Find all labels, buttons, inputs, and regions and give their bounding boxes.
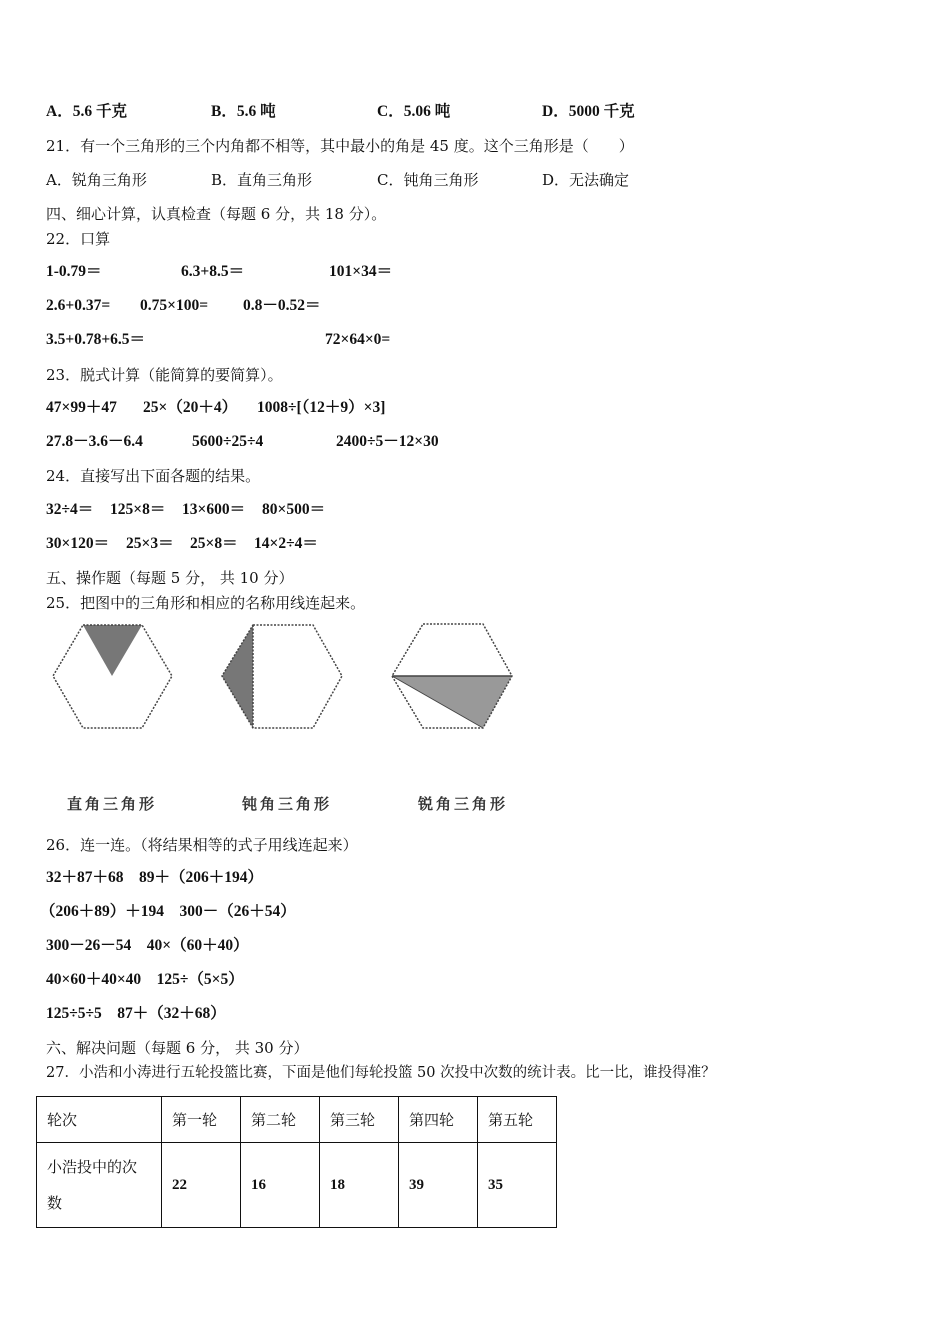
expression: 5600÷25÷4 bbox=[192, 433, 264, 450]
option-c: C．5.06 吨 bbox=[377, 103, 451, 120]
expression-pair: （206＋89）＋194 300－（26＋54） bbox=[40, 903, 296, 920]
expression: 72×64×0= bbox=[325, 331, 391, 348]
expression: 101×34＝ bbox=[329, 263, 393, 280]
header-cell: 轮次 bbox=[37, 1097, 162, 1143]
expression: 30×120＝ bbox=[46, 535, 110, 552]
option-a: A．锐角三角形 bbox=[46, 171, 147, 189]
question-25-title: 25．把图中的三角形和相应的名称用线连起来。 bbox=[46, 594, 366, 612]
expression: 1-0.79＝ bbox=[46, 263, 102, 280]
expression: 0.8－0.52＝ bbox=[243, 297, 321, 314]
expression: 2.6+0.37= bbox=[46, 297, 111, 314]
expression: 80×500＝ bbox=[262, 501, 326, 518]
expression: 32÷4＝ bbox=[46, 501, 94, 518]
shaded-triangle bbox=[222, 625, 253, 728]
triangle-name-label: 锐角三角形 bbox=[418, 795, 509, 813]
expression: 13×600＝ bbox=[182, 501, 246, 518]
expression: 47×99＋47 bbox=[46, 399, 117, 416]
expression-pair: 300－26－54 40×（60＋40） bbox=[46, 937, 249, 954]
triangle-name-label: 直角三角形 bbox=[67, 795, 158, 813]
expression: 3.5+0.78+6.5＝ bbox=[46, 331, 146, 348]
value-cell: 18 bbox=[320, 1143, 399, 1228]
header-cell: 第二轮 bbox=[241, 1097, 320, 1143]
header-cell: 第一轮 bbox=[162, 1097, 241, 1143]
question-27: 27．小浩和小涛进行五轮投篮比赛，下面是他们每轮投篮 50 次投中次数的统计表。比一比，谁投得准？ bbox=[46, 1065, 716, 1081]
shaded-triangle bbox=[83, 625, 142, 676]
question-22-title: 22．口算 bbox=[46, 230, 111, 248]
option-b: B．直角三角形 bbox=[211, 171, 313, 189]
table-row bbox=[37, 1143, 557, 1228]
expression: 6.3+8.5＝ bbox=[181, 263, 245, 280]
triangle-name-label: 钝角三角形 bbox=[242, 795, 333, 813]
expression: 1008÷[（12＋9）×3] bbox=[257, 399, 386, 416]
section-heading: 六、解决问题（每题 6 分， 共 30 分） bbox=[46, 1039, 309, 1057]
table-header-row bbox=[37, 1097, 557, 1143]
expression-pair: 32＋87＋68 89＋（206＋194） bbox=[46, 869, 264, 886]
shaded-triangle bbox=[392, 676, 512, 728]
question-23-title: 23．脱式计算（能简算的要简算）。 bbox=[46, 366, 283, 384]
figure-1 bbox=[53, 625, 172, 728]
expression: 14×2÷4＝ bbox=[254, 535, 318, 552]
expression: 25×3＝ bbox=[126, 535, 174, 552]
expression: 25×（20＋4） bbox=[143, 399, 238, 416]
header-cell: 第五轮 bbox=[478, 1097, 557, 1143]
question-21: 21．有一个三角形的三个内角都不相等，其中最小的角是 45 度。这个三角形是（ ） bbox=[46, 137, 634, 155]
expression: 125×8＝ bbox=[110, 501, 166, 518]
expression-pair: 125÷5÷5 87＋（32＋68） bbox=[46, 1005, 226, 1022]
header-cell: 第四轮 bbox=[399, 1097, 478, 1143]
header-cell: 第三轮 bbox=[320, 1097, 399, 1143]
expression: 0.75×100= bbox=[140, 297, 209, 314]
figure-3 bbox=[392, 624, 512, 728]
section-heading: 四、细心计算，认真检查（每题 6 分，共 18 分）。 bbox=[46, 205, 387, 223]
option-b: B．5.6 吨 bbox=[211, 103, 276, 120]
option-a: A．5.6 千克 bbox=[46, 103, 127, 120]
section-heading: 五、操作题（每题 5 分， 共 10 分） bbox=[46, 569, 294, 587]
value-cell: 39 bbox=[399, 1143, 478, 1228]
stats-table bbox=[36, 1096, 557, 1228]
question-26-title: 26．连一连。（将结果相等的式子用线连起来） bbox=[46, 836, 358, 854]
value-cell: 22 bbox=[162, 1143, 241, 1228]
expression: 27.8－3.6－6.4 bbox=[46, 433, 143, 450]
value-cell: 16 bbox=[241, 1143, 320, 1228]
row-label: 小浩投中的次数 bbox=[37, 1143, 162, 1228]
option-d: D．无法确定 bbox=[542, 171, 630, 189]
hexagon-figures bbox=[0, 600, 600, 780]
expression: 2400÷5－12×30 bbox=[336, 433, 439, 450]
option-d: D．5000 千克 bbox=[542, 103, 635, 120]
expression: 25×8＝ bbox=[190, 535, 238, 552]
expression-pair: 40×60＋40×40 125÷（5×5） bbox=[46, 971, 244, 988]
question-24-title: 24．直接写出下面各题的结果。 bbox=[46, 467, 261, 485]
value-cell: 35 bbox=[478, 1143, 557, 1228]
figure-2 bbox=[222, 625, 342, 728]
option-c: C．钝角三角形 bbox=[377, 171, 479, 189]
